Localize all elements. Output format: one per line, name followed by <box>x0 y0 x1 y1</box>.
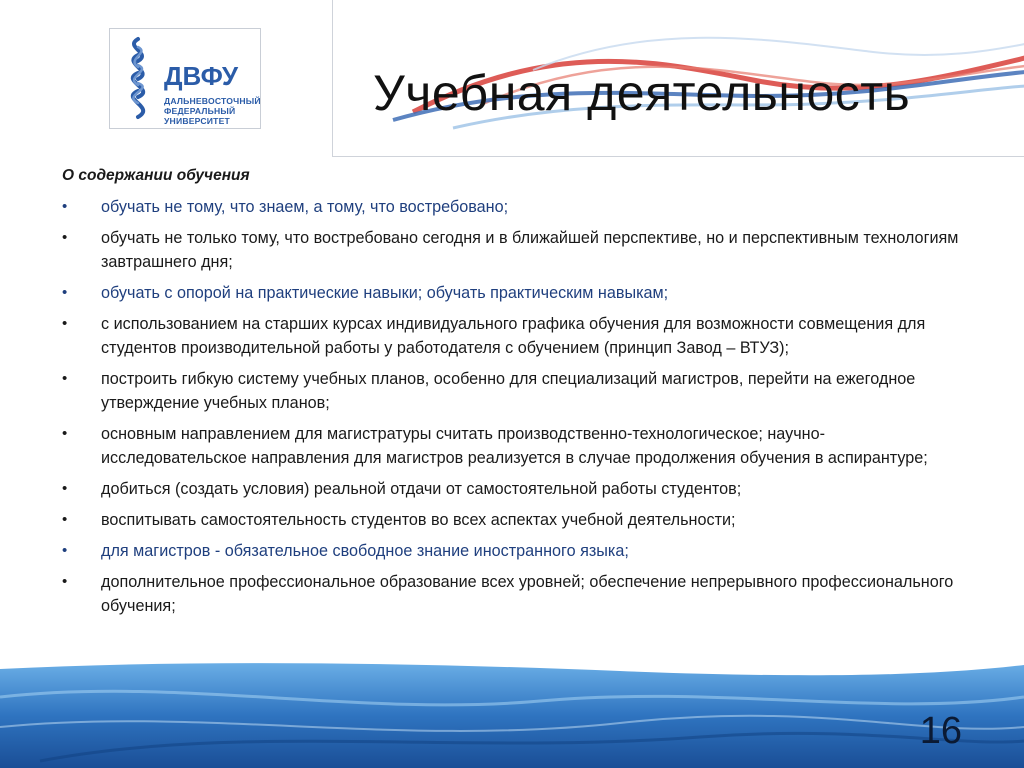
bullet-text: для магистров - обязательное свободное знание иностранного языка; <box>101 542 629 560</box>
bullet-item <box>62 195 962 219</box>
bullet-text: добиться (создать условия) реальной отдачи от самостоятельной работы студентов; <box>101 480 742 498</box>
header-panel <box>332 0 1024 157</box>
bullet-item <box>62 570 962 618</box>
bullet-text: дополнительное профессиональное образование всех уровней; обеспечение непрерывного профессионального обучения; <box>101 573 954 615</box>
page-number: 16 <box>919 710 962 752</box>
logo-line-3: УНИВЕРСИТЕТ <box>164 116 230 126</box>
bullet-dot-icon: • <box>62 315 68 332</box>
footer-wave-decoration <box>0 657 1024 768</box>
bullet-text: обучать с опорой на практические навыки; обучать практическим навыкам; <box>101 284 669 302</box>
bullet-dot-icon: • <box>62 480 68 497</box>
bullet-text: с использованием на старших курсах индивидуального графика обучения для возможности совмещения для студентов производительной работы у работодателя с обучением (принцип Завод – ВТУЗ); <box>101 315 926 357</box>
bullet-item <box>62 367 962 415</box>
bullet-dot-icon: • <box>62 229 68 246</box>
section-title: О содержании обучения <box>62 167 250 184</box>
bullet-text: обучать не тому, что знаем, а тому, что востребовано; <box>101 198 509 216</box>
bullet-item <box>62 477 962 501</box>
bullet-dot-icon: • <box>62 425 68 442</box>
logo-abbreviation: ДВФУ <box>164 61 239 91</box>
bullet-dot-icon: • <box>62 284 68 301</box>
logo-line-1: ДАЛЬНЕВОСТОЧНЫЙ <box>164 96 261 106</box>
bullet-dot-icon: • <box>62 573 68 590</box>
bullet-item <box>62 226 962 274</box>
bullet-dot-icon: • <box>62 542 68 559</box>
bullet-item <box>62 508 962 532</box>
bullet-dot-icon: • <box>62 511 68 528</box>
bullet-item <box>62 312 962 360</box>
logo-line-2: ФЕДЕРАЛЬНЫЙ <box>164 106 236 116</box>
page-title: Учебная деятельность <box>373 65 911 121</box>
bullet-item <box>62 539 962 563</box>
bullet-dot-icon: • <box>62 370 68 387</box>
bullet-text: основным направлением для магистратуры считать производственно-технологическое; научно-исследовательское направления для магистров реализуется в случае продолжения обучения в аспирантуре; <box>101 425 928 467</box>
bullet-text: воспитывать самостоятельность студентов во всех аспектах учебной деятельности; <box>101 511 736 529</box>
bullet-dot-icon: • <box>62 198 68 215</box>
university-logo <box>109 28 261 129</box>
bullet-list <box>62 195 962 625</box>
bullet-text: обучать не только тому, что востребовано сегодня и в ближайшей перспективе, но и перспективным технологиям завтрашнего дня; <box>101 229 959 271</box>
logo-spiral-icon <box>116 33 162 125</box>
bullet-item <box>62 281 962 305</box>
bullet-text: построить гибкую систему учебных планов, особенно для специализаций магистров, перейти на ежегодное утверждение учебных планов; <box>101 370 916 412</box>
bullet-item <box>62 422 962 470</box>
